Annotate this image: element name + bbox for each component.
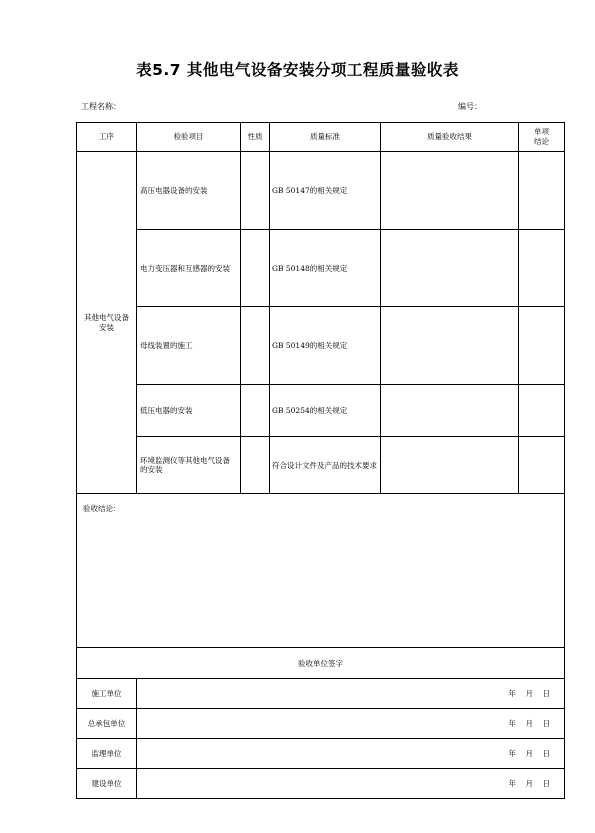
signature-label: 总承包单位	[77, 709, 137, 739]
signature-title-row	[77, 648, 565, 679]
quality-standard: 符合设计文件及产品的技术要求	[270, 437, 381, 494]
acceptance-table	[76, 122, 565, 799]
single-conclusion-cell[interactable]	[519, 152, 565, 230]
col-header-procedure: 工序	[77, 123, 137, 152]
quality-standard: GB 50147的相关规定	[270, 152, 381, 230]
table-header-row	[77, 123, 565, 152]
col-header-acceptance-result: 质量验收结果	[381, 123, 519, 152]
acceptance-result-cell[interactable]	[381, 307, 519, 385]
single-conclusion-cell[interactable]	[519, 307, 565, 385]
conclusion-cell[interactable]	[77, 494, 565, 648]
signature-row	[77, 739, 565, 769]
project-name-label: 工程名称：	[81, 102, 121, 111]
quality-standard: GB 50149的相关规定	[270, 307, 381, 385]
signature-date[interactable]: 年 月 日	[137, 739, 565, 769]
page-title: 表5.7 其他电气设备安装分项工程质量验收表	[136, 61, 459, 79]
signature-title: 验收单位签字	[77, 648, 565, 679]
signature-row	[77, 679, 565, 709]
inspection-item: 环境监测仪等其他电气设备的安装	[137, 437, 241, 494]
table-row	[77, 437, 565, 494]
nature-cell[interactable]	[241, 230, 270, 307]
acceptance-result-cell[interactable]	[381, 230, 519, 307]
acceptance-result-cell[interactable]	[381, 437, 519, 494]
table-row	[77, 152, 565, 230]
signature-label: 施工单位	[77, 679, 137, 709]
nature-cell[interactable]	[241, 152, 270, 230]
signature-date[interactable]: 年 月 日	[137, 769, 565, 799]
inspection-item: 电力变压器和互感器的安装	[137, 230, 241, 307]
signature-date[interactable]: 年 月 日	[137, 709, 565, 739]
inspection-item: 母线装置的施工	[137, 307, 241, 385]
signature-label: 监理单位	[77, 739, 137, 769]
single-conclusion-line1: 单项	[534, 127, 549, 136]
procedure-cell: 其他电气设备安装	[77, 152, 137, 494]
quality-standard: GB 50254的相关规定	[270, 385, 381, 437]
signature-row	[77, 769, 565, 799]
single-conclusion-cell[interactable]	[519, 230, 565, 307]
inspection-item: 低压电器的安装	[137, 385, 241, 437]
quality-standard: GB 50148的相关规定	[270, 230, 381, 307]
conclusion-row	[77, 494, 565, 648]
acceptance-result-cell[interactable]	[381, 385, 519, 437]
table-row	[77, 230, 565, 307]
col-header-nature: 性质	[241, 123, 270, 152]
signature-label: 建设单位	[77, 769, 137, 799]
table-row	[77, 385, 565, 437]
nature-cell[interactable]	[241, 437, 270, 494]
signature-row	[77, 709, 565, 739]
table-row	[77, 307, 565, 385]
number-label: 编号：	[458, 102, 482, 111]
col-header-quality-standard: 质量标准	[270, 123, 381, 152]
col-header-single-conclusion	[519, 123, 565, 152]
col-header-inspection-item: 检验项目	[137, 123, 241, 152]
conclusion-label: 验收结论：	[83, 504, 121, 513]
signature-date[interactable]: 年 月 日	[137, 679, 565, 709]
single-conclusion-cell[interactable]	[519, 437, 565, 494]
nature-cell[interactable]	[241, 385, 270, 437]
nature-cell[interactable]	[241, 307, 270, 385]
single-conclusion-line2: 结论	[534, 137, 549, 146]
inspection-item: 高压电器设备的安装	[137, 152, 241, 230]
single-conclusion-cell[interactable]	[519, 385, 565, 437]
acceptance-result-cell[interactable]	[381, 152, 519, 230]
